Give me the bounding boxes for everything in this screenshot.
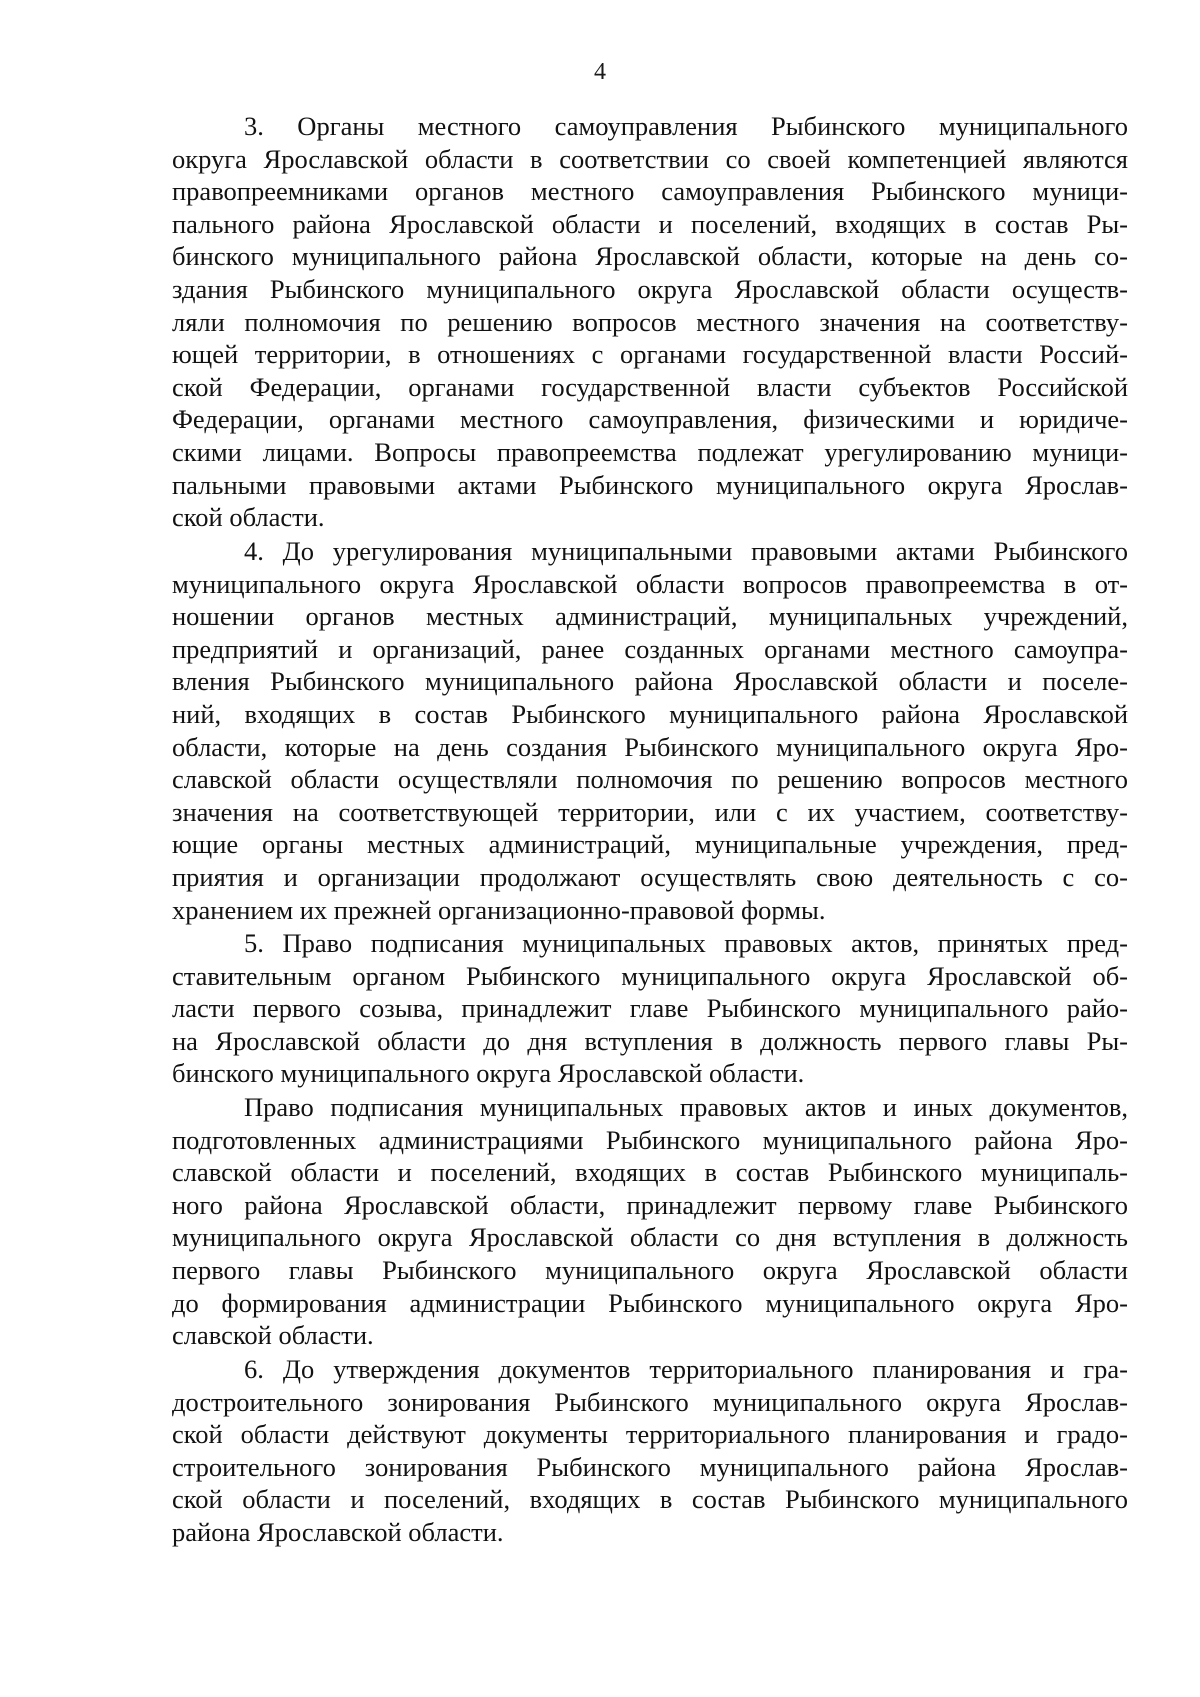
- paragraph-5-continued: [172, 1091, 1128, 1352]
- text-line: здания Рыбинского муниципального округа Ярославской области осуществ-: [172, 273, 1128, 304]
- paragraph-4: [172, 535, 1128, 926]
- text-line: муниципального округа Ярославской области вопросов правопреемства в от-: [172, 568, 1128, 599]
- text-line: ласти первого созыва, принадлежит главе Рыбинского муниципального райо-: [172, 993, 1128, 1024]
- text-line: муниципального округа Ярославской области со дня вступления в должность: [172, 1222, 1128, 1253]
- text-line: славской области.: [172, 1320, 374, 1351]
- paragraph-3: [172, 110, 1128, 534]
- text-line: строительного зонирования Рыбинского муниципального района Ярослав-: [172, 1451, 1128, 1482]
- page-number: 4: [594, 59, 606, 85]
- text-line: 6. До утверждения документов территориального планирования и гра-: [244, 1354, 1128, 1384]
- text-line: 4. До урегулирования муниципальными правовыми актами Рыбинского: [244, 536, 1128, 566]
- text-line: предприятий и организаций, ранее созданных органами местного самоупра-: [172, 633, 1128, 664]
- text-line: пальными правовыми актами Рыбинского муниципального округа Ярослав-: [172, 469, 1128, 500]
- text-line: ской области и поселений, входящих в состав Рыбинского муниципального: [172, 1484, 1128, 1515]
- text-line: на Ярославской области до дня вступления в должность первого главы Ры-: [172, 1025, 1128, 1056]
- text-line: приятия и организации продолжают осуществлять свою деятельность с со-: [172, 861, 1128, 892]
- text-line: подготовленных администрациями Рыбинского муниципального района Яро-: [172, 1124, 1128, 1155]
- text-line: до формирования администрации Рыбинского муниципального округа Яро-: [172, 1287, 1128, 1318]
- text-line: 3. Органы местного самоуправления Рыбинского муниципального: [244, 111, 1128, 141]
- text-line: ющие органы местных администраций, муниципальные учреждения, пред-: [172, 829, 1128, 860]
- text-line: ного района Ярославской области, принадлежит первому главе Рыбинского: [172, 1189, 1128, 1220]
- text-line: скими лицами. Вопросы правопреемства подлежат урегулированию муници-: [172, 436, 1128, 467]
- text-line: области, которые на день создания Рыбинского муниципального округа Яро-: [172, 731, 1128, 762]
- text-line: ставительным органом Рыбинского муниципального округа Ярославской об-: [172, 960, 1128, 991]
- text-line: ющей территории, в отношениях с органами государственной власти Россий-: [172, 339, 1128, 370]
- text-line: округа Ярославской области в соответствии со своей компетенцией являются: [172, 143, 1128, 174]
- text-line: ношении органов местных администраций, муниципальных учреждений,: [172, 601, 1128, 632]
- text-line: Право подписания муниципальных правовых актов и иных документов,: [244, 1092, 1128, 1122]
- text-line: ний, входящих в состав Рыбинского муниципального района Ярославской: [172, 698, 1128, 729]
- text-line: первого главы Рыбинского муниципального округа Ярославской области: [172, 1254, 1128, 1285]
- text-line: Федерации, органами местного самоуправления, физическими и юридиче-: [172, 404, 1128, 435]
- text-line: ляли полномочия по решению вопросов местного значения на соответству-: [172, 306, 1128, 337]
- paragraph-6: [172, 1353, 1128, 1549]
- text-line: бинского муниципального района Ярославской области, которые на день со-: [172, 241, 1128, 272]
- text-line: славской области осуществляли полномочия по решению вопросов местного: [172, 764, 1128, 795]
- text-line: ской области.: [172, 502, 325, 533]
- paragraph-5: [172, 927, 1128, 1090]
- text-line: бинского муниципального округа Ярославской области.: [172, 1058, 805, 1089]
- text-line: района Ярославской области.: [172, 1516, 504, 1547]
- text-line: хранением их прежней организационно-правовой формы.: [172, 894, 826, 925]
- text-line: ской области действуют документы территориального планирования и градо-: [172, 1419, 1128, 1450]
- text-line: значения на соответствующей территории, или с их участием, соответству-: [172, 796, 1128, 827]
- text-line: вления Рыбинского муниципального района Ярославской области и поселе-: [172, 666, 1128, 697]
- text-line: достроительного зонирования Рыбинского муниципального округа Ярослав-: [172, 1386, 1128, 1417]
- text-line: ской Федерации, органами государственной власти субъектов Российской: [172, 371, 1128, 402]
- text-line: пального района Ярославской области и поселений, входящих в состав Ры-: [172, 208, 1128, 239]
- text-line: 5. Право подписания муниципальных правовых актов, принятых пред-: [244, 928, 1128, 958]
- text-line: правопреемниками органов местного самоуправления Рыбинского муници-: [172, 176, 1128, 207]
- text-line: славской области и поселений, входящих в состав Рыбинского муниципаль-: [172, 1157, 1128, 1188]
